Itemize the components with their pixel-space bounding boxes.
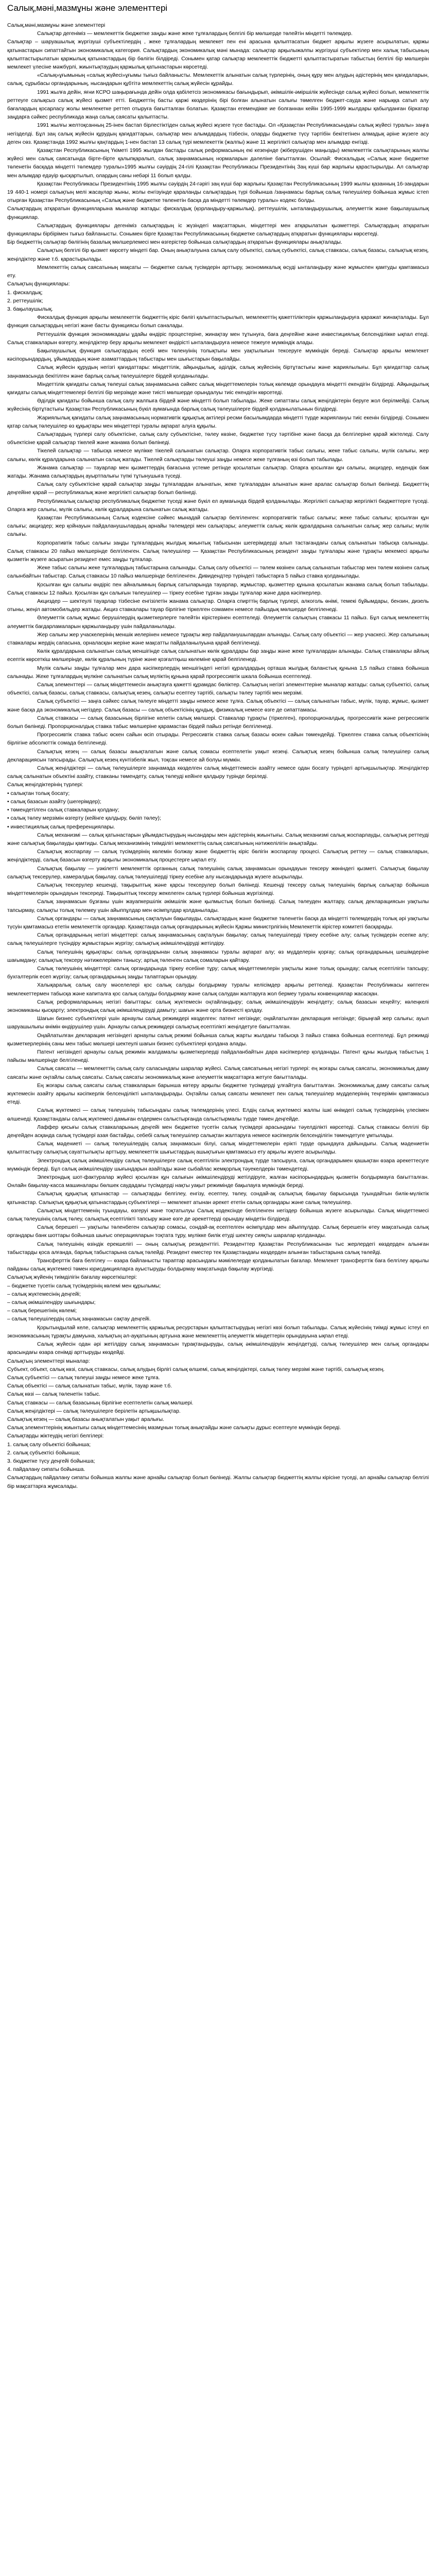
paragraph: Салық элементтері — салық міндеттемесін анықтауға қажетті құрамдас бөліктер. Салықтың негізгі элементтеріне мыналар жатады: салық субъектісі, салық объектісі, салық базасы, салық ставкасы, салықтық кезең, салықты есептеу тәртібі, салықты төлеу тәртібі мен мерзімі. (7, 682, 429, 697)
paragraph: Салықтардың атқаратын функцияларына мыналар жатады: фискалдық (қорландыру-қаржылық), реттеушілік, ынталандырушылық, әлеуметтік және бақылаушылық функциялар. (7, 206, 429, 221)
paragraph: Салықтар дегеніміз — мемлекеттік бюджетке заңды және жеке тұлғалардың белгілі бір мөлшерде төлейтін міндетті төлемдер. (37, 31, 353, 37)
paragraph: Патент негізіндегі арнаулы салық режимін жалдамалы қызметкерлерді пайдаланбайтын дара кәсіпкерлер қолданады. Патент құны жылдық табыстың 1 пайызы мөлшерінде белгіленеді. (7, 1049, 429, 1064)
paragraph: Салық механизмі — салық қатынастарын ұйымдастырудың нысандары мен әдістерінің жиынтығы. Салық механизмі салық жоспарлауды, салықтық реттеуді және салықтық бақылауды қамтиды. Салық механизмінің тиімділігі мемлекеттің салық саясатының нәтижелілігін анықтайды. (7, 832, 429, 846)
paragraph: Салық субъектісі — салық төлеуші заңды немесе жеке тұлға. (7, 1375, 160, 1381)
paragraph: Салық ставкасы — салық базасының бірлігіне есептелетін салық мөлшері. (7, 1400, 194, 1406)
paragraph: Салық,мәні,мазмұны және элементтері (7, 23, 106, 28)
paragraph: Трансферттік баға белгілеу — өзара байланысты тараптар арасындағы мәмілелерде қолданылатын бағалар. Мемлекет трансферттік баға белгілеу арқылы пайданы салық жүктемесі төмен юрисдикцияларға ауыстыруды болдырмау мақсатында бақылау жүргізеді. (7, 1258, 429, 1273)
paragraph: Салықтық тексерулер кешенді, тақырыптық және қарсы тексерулер болып бөлінеді. Кешенді тексеру салық төлеушінің барлық салықтар бойынша міндеттемелерін орындауын тексереді. Тақырыптық тексеру жекелеген салық түрлері бойынша жүргізіледі. (7, 882, 429, 897)
paragraph: Салық органдары — салық заңнамасының сақталуын бақылауды, салықтардың және бюджетке төленетін басқа да міндетті төлемдердің толық әрі уақтылы түсуін қамтамасыз ететін мемлекеттік органдар. Қазақстанда салық органдарының жүйесін Қаржы министрлігінің Мемлекеттік кірістер комитеті басқарады. (7, 916, 429, 930)
paragraph: Салықтардың функциялары дегеніміз салықтардың іс жүзіндегі мақсаттарын, міндеттері мен атқарылатын қызметтері. Салықтардың атқаратын функциялары бірбірімен тығыз байланысты. Сонымен бірге Қазақстан Республикасының бюджетке салықтардың атқаратын функциялары көрсетеді. (7, 223, 429, 238)
paragraph: Салық төлеушінің өзіндік ерекшелігі — оның салықтық резиденттігі. Резиденттер Қазақстан Республикасынан тыс жерлердегі көздерден алынған табыстарды қоса алғанда, барлық табыстарына салық төлейді. Резидент еместер тек Қазақстандағы көздерден алынған табыстарына салық төлейді. (7, 1241, 429, 1256)
paragraph: Акциздер — шектеулі тауарлар тізбесіне енгізілетін жанама салықтар. Оларға спирттің барлық түрлері, алкоголь өнімі, темекі бұйымдары, бензин, дизель отыны, жеңіл автомобильдер жатады. Акциз ставкалары тауар бірлігіне тіркелген сомамен немесе пайыздық мөлшерде белгіленеді. (7, 599, 429, 613)
list-item: 4. пайдалану сипаты бойынша. (7, 1467, 85, 1473)
paragraph: «Салық»ұғымының «салық жүйесі»ұғымы тығыз байланысты. Мемлекеттік алынатын салық түрлерінің, оның құру мен алудың әдістерінің мен қағидаларын, салық, сұрыбасы органдарының, нысандарын құбтітә мемлекеттің салық жүйесін құрайды. (7, 73, 429, 87)
paragraph: Қазақстан Республикасының Үкіметі 1995 жылдан бастады салық реформасының екі кезеңінде (жіберушіден маңызды) мемлекеттік салықтарының жалпы жүйесі мен салық саясатында бірте-бірте қалыпқаралып, салық заңнамасының нормаларын дәлеліне бағытталған. Осылай: Фискальдық «Салық және бюджетке төленетін басқада міндетті төлемдер туралы»1995 жылғы сәуірдің 24-гілі Қазақстан Республикасы Президентінің Заң күші бар жарлығы қарастырылды. Ал салықтар мен алымдар едәуір қысқартылып, олардың саны небәрі 11 болып қалды. (7, 148, 429, 179)
paragraph: Салық салу субъектісіне қарай салықтар заңды тұлғалардан алынатын, жеке тұлғалардан алынатын және аралас салықтар болып бөлінеді. Бюджеттің деңгейіне қарай — республикалық және жергілікті салықтар болып бөлінеді. (7, 482, 429, 496)
paragraph: Прогрессивтік ставка табыс өскен сайын өсіп отырады. Регрессивтік ставка салық базасы өскен сайын төмендейді. Тіркелген ставка салық объектісінің бірлігіне абсолюттік сомада белгіленеді. (7, 732, 429, 747)
paragraph: Салықтардың пайдалану сипаты бойынша жалпы және арнайы салықтар болып бөлінеді. Жалпы салықтар бюджеттің жалпы кірісіне түседі, ал арнайы салықтар белгілі бір мақсаттарға жұмсалады. (7, 1475, 429, 1489)
paragraph: Салықтар – шаруашылық жүргізуші субъектілердің , жеке тұлғалардың мемлекет пен ені арасына қалыптасатын бюджет арқылы жүзеге асырылатын, қаржы қатынастарын сипаттайтын экономикалық категория. Салықтардың экономикалық мәні мынада: салықтар арқылыжалпы жүргізуші субъектілер мен халық табысының қалыптастырылатын қаржылық қатынастардың бір бөлігін білдіреді. Сонымен қатар салықтар мемлекеттік бюджетті қалыптастыратын табыстың белгілі бір мөлшерін мемлекет үлесіне мәжбүрлі, жиынтықтаудың қаржылық қатынастарын көрсетеді. (7, 39, 429, 71)
list-item: – салық төлеушілердің салық заңнамасын сақтау деңгейі. (7, 1316, 151, 1323)
paragraph: Жанама салықтар — тауарлар мен қызметтердің бағасына үстеме ретінде қосылатын салықтар. Оларға қосылған құн салығы, акциздер, кедендік баж жатады. Жанама салықтардың ауыртпалығы түпкі тұтынушыға түседі. (7, 465, 429, 479)
paragraph: Салық төлеушінің құқықтары: салық органдарынан салық заңнамасы туралы ақпарат алу; өз мүдделерін қорғау; салық органдарының шешімдеріне шағымдану; салықтық тексеру нәтижелерімен танысу; артық төленген салық сомаларын қайтару. (7, 949, 429, 963)
paragraph: Жариялылық қағидаты салық заңнамасының нормативтік құқықтық актілері ресми басылымдарда міндетті түрде жариялануы тиіс екенін білдіреді. Сонымен қатар салық төлеушілер өз құқықтары мен міндеттері туралы ақпарат алуға құқылы. (7, 415, 429, 429)
list-item: – салық жүктемесінің деңгейі; (7, 1291, 81, 1297)
paragraph: 1991 жылғы желтоқсанның 25-інен бастап бірлестіктіден салық жүйесі жүзеге түсе бастады. Ол «Қазақстан Республикасындағы салық жүйесі туралы» заңға негізделді. Бұл заң салық жүйесін құрудың қағидаттарын, салықтар мен алымдардың тізбесін, оларды бюджетке түсу тәртібін бекітетінен алмадық әріне жүзеге асу деген сөз. Қазақстанда 1992 жылғы қаңтардың 1-нен бастап 13 салық түрі мемлекеттік (жалпы) және 11 жергілікті салықтар мен алымдар енгізді. (7, 123, 429, 145)
paragraph: Салық жүктемесі — салық төлеушінің табысындағы салық төлемдерінің үлесі. Елдің салық жүктемесі жалпы ішкі өнімдегі салық түсімдерінің үлесімен өлшенеді. Қазақстандағы салық жүктемесі дамыған елдермен салыстырғанда салыстырмалы түрде төмен деңгейде. (7, 1108, 429, 1122)
paragraph: Бір бюджеттің салықтар бөлігінің базалық мөлшерлемесі мен өзгерістер бойынша салықтардың атқаратын функциялары анықталады. (7, 240, 342, 246)
paragraph: Салық ставкасы — салық базасының бірлігіне келетін салық мөлшері. Ставкалар тұрақты (тіркелген), пропорционалдық, прогрессивтік және регрессивтік болып бөлінеді. Пропорционалдық ставка табыс мөлшеріне қарамастан бірдей пайыз ретінде белгіленеді. (7, 715, 429, 730)
list-item: – салық берешегінің көлемі; (7, 1308, 77, 1314)
paragraph: Салық заңнамасын бұзғаны үшін жауапкершілік әкімшілік және қылмыстық болып бөлінеді. Салық төлеуден жалтару, салық декларациясын уақтылы тапсырмау, салықты толық төлемеу үшін айыппұлдар мен өсімпұлдар қолданылады. (7, 899, 429, 913)
list-item: • төмендетілген салық ставкаларын қолдану; (7, 807, 119, 814)
paragraph: Субъект, объект, салық көзі, салық ставкасы, салық алудың бірлігі салық өлшемі, салық жеңілдіктері, салық төлеу мерзімі және тәртібі, салықтық кезең. (7, 1366, 385, 1372)
paragraph: Салықтық жүйенің тиімділігін бағалау көрсеткіштері: (7, 1275, 137, 1281)
paragraph: Халықаралық салық салу мәселелері қос салық салуды болдырмау туралы келісімдер арқылы реттеледі. Қазақстан Республикасы көптеген мемлекеттермен табысқа және капиталға қос салық салуды болдырмау және салық салудан жалтаруға жол бермеу туралы конвенциялар жасасқан. (7, 982, 429, 997)
paragraph: Фискалдық функция арқылы мемлекеттік бюджеттің кіріс бөлігі қалыптастырылып, мемлекеттің қажеттіліктерін қаржыландыруға қаражат жинақталады. Бұл функция салықтардың негізгі және басты функциясы болып саналады. (7, 315, 429, 329)
paragraph: Салықтық құқықтық қатынастар — салықтарды белгілеу, енгізу, есептеу, төлеу, сондай-ақ салықтық бақылау барысында туындайтын билік-мүліктік қатынастар. Салықтық құқықтық қатынастардың субъектілері — мемлекет атынан әрекет ететін салық органдары және салық төлеушілер. (7, 1191, 429, 1206)
list-item: 2. реттеушілік; (7, 298, 43, 304)
paragraph: Электрондық шот-фактуралар жүйесі қосылған құн салығын әкімшілендіруді жетілдіруге, жалған кәсіпорындардың қызметін болдырмауға бағытталған. Онлайн бақылау-касса машиналары бөлшек саудадағы түсімдерді нақты уақыт режимінде бақылауға мүмкіндік береді. (7, 1175, 429, 1189)
list-item: – салық әкімшілендіру шығындары; (7, 1300, 96, 1306)
paragraph: Бақылаушылық функция салықтардың есебі мен төленуінің толықтығы мен уақтылығын тексеруге мүмкіндік береді. Салықтар арқылы мемлекет кәсіпорындардың, ұйымдардың және азаматтардың табыстары мен шығыстарын бақылайды. (7, 348, 429, 363)
paragraph: Тікелей салықтар — табысқа немесе мүлікке тікелей салынатын салықтар. Оларға корпоративтік табыс салығы, жеке табыс салығы, мүлік салығы, жер салығы, көлік құралдарына салынатын салық жатады. Тікелей салықтарды төлеуші заңды немесе жеке тұлғаның өзі болып табылады. (7, 448, 429, 463)
paragraph: Салықтық жоспарлау — салық түсімдерінің көлемін болжау және бюджеттің кіріс бөлігін жоспарлау процесі. Салықтық реттеу — салық ставкаларын, жеңілдіктерді, салық базасын өзгерту арқылы экономикалық процестерге ықпал ету. (7, 849, 429, 863)
paragraph: Салық жеңілдіктері — салық төлеушілерге берілетін артықшылықтар. (7, 1408, 181, 1414)
paragraph: Ең жоғары салық саясаты салық ставкаларын барынша көтеру арқылы бюджетке түсімдерді ұлғайтуға бағытталған. Экономикалық даму саясаты салық жүктемесін азайту арқылы кәсіпкерлік белсенділікті ынталандырады. Оңтайлы салық саясаты мемлекет пен салық төлеушілер мүдделерінің теңгерімін қамтамасыз етеді. (7, 1082, 429, 1106)
paragraph: Қорытындылай келе, салықтар мемлекеттің қаржылық ресурстарын қалыптастырудың негізгі көзі болып табылады. Салық жүйесінің тиімді жұмыс істеуі ел экономикасының тұрақты дамуына, халықтың әл-ауқатының артуына және мемлекеттің әлеуметтік міндеттерін орындауына ықпал етеді. (7, 1325, 429, 1339)
paragraph: Республикалық салықтар республикалық бюджетке түседі және бүкіл ел аумағында бірдей қолданылады. Жергілікті салықтар жергілікті бюджеттерге түседі. Оларға жер салығы, мүлік салығы, көлік құралдарына салынатын салық жатады. (7, 498, 429, 513)
list-item: • салықтан толық босату; (7, 790, 70, 796)
paragraph: 1991 жылға дейін, яғни КСРО шаңырағында дейін олда қабілетсіз экономикасы бағындырып, әкімшілік-әміршілік жүйесінде салық жүйесі болып, мемлекеттік реттеуге салықсыз салық жүйесі қызмет етті. Бюджеттің басты қаржі көздерінің бірі болған алынатын салығы төмелген бюджет-сауда және нарыққа сатып алу бағалардың қосарласу жолы мемлекетке реттеп отыруға бағытталған болатын. Қазақстан егемендікке ие болғаннан кейін 1995-1999 жылдары қабылданған біркатар заңдарға сәйкес республикада жаңа салық саясаты қалыптасты. (7, 89, 429, 121)
paragraph: Салық жеңілдіктерінің түрлері: (7, 782, 83, 788)
list-item: 3. бюджетке түсу деңгейі бойынша; (7, 1458, 95, 1464)
paragraph: Салық берешегі — уақтылы төленбеген салықтар сомасы, сондай-ақ есептелген өсімпұлдар мен айыппұлдар. Салық берешегін өтеу мақсатында салық органдары банк шоттары бойынша шығыс операцияларын тоқтата тұру, мүлікке билік етуді шектеу сияқты шаралар қолданады. (7, 1225, 429, 1239)
paragraph: Жер салығы жер учаскелерінің меншік иелерінен немесе тұрақты жер пайдаланушылардан алынады. Салық салу объектісі — жер учаскесі. Жер салығының ставкалары жердің сапасына, орналасқан жеріне және мақсатты пайдаланылуына қарай белгіленеді. (7, 632, 429, 647)
paragraph: Салық субъектісі — заңға сәйкес салық төлеуге міндетті заңды немесе жеке тұлға. Салық объектісі — салық салынатын табыс, мүлік, тауар, жұмыс, қызмет және басқа да экономикалық негіздер. Салық базасы — салық объектісінің құндық, физикалық немесе өзге де сипаттамасы. (7, 699, 429, 713)
paragraph: Қазақстан Республикасының Салық кодексіне сәйкес мынадай салықтар белгіленген: корпоративтік табыс салығы; жеке табыс салығы; қосылған құн салығы; акциздер; жер қойнауын пайдаланушылардың арнайы төлемдері мен салықтары; әлеуметтік салық; көлік құралдарына салынатын салық; жер салығы; мүлік салығы. (7, 515, 429, 538)
paragraph: Корпоративтік табыс салығы заңды тұлғалардың жылдық жиынтық табысынан шегерімдерді алып тастағандағы салық салынатын табысқа салынады. Салық ставкасы 20 пайыз мөлшерінде белгіленген. Салық төлеушілер — Қазақстан Республикасының резидент заңды тұлғалары және тұрақты мекемесі арқылы қызметін жүзеге асыратын резидент емес заңды тұлғалар. (7, 540, 429, 563)
paragraph: Электрондық салық әкімшілендіру салық төлеушілерге салық есептілігін электрондық түрде тапсыруға, салық органдарымен қашықтан өзара әрекеттесуге мүмкіндік береді. Бұл салық әкімшілендіру шығындарын азайтады және сыбайлас жемқорлық тәуекелдерін төмендетеді. (7, 1158, 429, 1172)
paragraph: Салықтардың түрлері салу объектісіне, салық салу субъектісіне, төлеу көзіне, бюджетке түсу тәртібіне және басқа да белгілеріне қарай жіктеледі. Салу объектісіне қарай салықтар тікелей және жанама болып бөлінеді. (7, 431, 429, 446)
paragraph: Салық жүйесін құрудың негізгі қағидаттары: міндеттілік, айқындылық, әділдік, салық жүйесінің біртұтастығы және жариялылығы. Бұл қағидаттар салық заңнамасында бекітілген және барлық салық төлеушілерге бірдей қолданылады. (7, 365, 429, 379)
paragraph: Міндеттілік қағидаты салық төлеуші салық заңнамасына сәйкес салық міндеттемелерін толық көлемде орындауға міндетті екендігін білдіреді. Айқындылық қағидаты салық міндеттемелері белгілі бір мерзімде және тиісті мөлшерде орындалуы тиіс екендігін көрсетеді. (7, 381, 429, 396)
list-item: • салық базасын азайту (шегерімдер); (7, 799, 101, 805)
list-item: • салық төлеу мерзімін өзгерту (кейінге қалдыру, бөліп төлеу); (7, 816, 161, 822)
paragraph: Қосылған құн салығы өндіріс пен айналымның барлық сатыларында тауарлар, жұмыстар, қызметтер құнына қосылатын жанама салық болып табылады. Салық ставкасы 12 пайыз. Қосылған құн салығын төлеушілер — тіркеу есебіне тұрған заңды тұлғалар және дара кәсіпкерлер. (7, 582, 429, 596)
paragraph: Жеке табыс салығы жеке тұлғалардың табыстарына салынады. Салық салу объектісі — төлем көзінен салық салынатын табыстар мен төлем көзінен салық салынбайтын табыстар. Салық ставкасы 10 пайыз мөлшерінде белгіленген. Дивидендтер түріндегі табыстарға 5 пайыз ставка қолданылады. (7, 565, 429, 580)
paragraph: Салықтарды жіктеудің негізгі белгілері: (7, 1433, 104, 1439)
paragraph: Салық органдарының негізгі міндеттері: салық заңнамасының сақталуын бақылау; салық төлеушілерді тіркеу есебіне алу; салық түсімдерін есепке алу; салық төлеушілерге түсіндіру жұмыстарын жүргізу; салықтық әкімшілендіруді жетілдіру. (7, 933, 429, 947)
list-item: 1. фискалдық; (7, 290, 43, 296)
paragraph: Салық элементтерінің жиынтығы салық міндеттемесінің мазмұнын толық анықтайды және салықты дұрыс есептеуге мүмкіндік береді. (7, 1425, 341, 1431)
paragraph: Шағын бизнес субъектілері үшін арнаулы салық режимдері көзделген: патент негізінде; оңайлатылған декларация негізінде; бірыңғай жер салығы; ауыл шаруашылығы өнімін өндірушілер үшін. Арнаулы салық режимдері салықтық есептілікті жеңілдетуге бағытталған. (7, 1016, 429, 1030)
paragraph: Оңайлатылған декларация негізіндегі арнаулы салық режимі бойынша салық жарты жылдағы табысқа 3 пайыз ставка бойынша есептеледі. Бұл режимді қызметкерлерінің саны мен табыс мөлшері шектеулі шағын бизнес субъектілері қолдана алады. (7, 1032, 429, 1047)
paragraph: Мемлекеттің салық саясатының мақсаты — бюджетке салық түсімдерін арттыру, экономикалық өсуді ынталандыру және жұмыспен қамтуды қамтамасыз ету. (7, 264, 429, 279)
paragraph: Салық жүйесін одан әрі жетілдіру салық заңнамасын тұрақтандыруды, салық әкімшілендіруін жеңілдетуді, салық төлеушілер мен салық органдары арасындағы өзара сенімді арттыруды көздейді. (7, 1342, 429, 1356)
list-item: 1. салық салу объектісі бойынша; (7, 1442, 91, 1448)
list-item: 3. бақылаушылық. (7, 306, 53, 312)
paragraph: Салықтың функциялары: (7, 281, 70, 287)
paragraph: Қазақстан Республикасы Президентінің 1995 жылғы сәуірдің 24-гәрігі заң күші бар жарлығы Қазақстан Республикасының 1999 жылғы қазанның 16-зандарын 19 440-1 номері салықтың мелі жасаулар жыны, жолы енгізуінде қараланды салықтардың түрі бойынша /заңнамасы барлық салық төлеушілер бойынша жұмыс істеп отырған Қазақстан Республикасының «Салық және бюджетке төленетін басқа да міндетті төлемдер туралы» кодекс болды. (7, 181, 429, 204)
paragraph: Салық көзі — салық төленетін табыс. (7, 1392, 101, 1398)
paragraph: Салықтық міндеттеменің туындауы, өзгеруі және тоқтатылуы Салық кодексінде белгіленген негіздер бойынша жүзеге асырылады. Салық міндеттемесі салық төлеушінің салық төлеу, салықтық есептілікті тапсыру және өзге де әрекеттерді орындау міндетін білдіреді. (7, 1208, 429, 1223)
paragraph: Салықтық кезең — салық базасы анықталатын уақыт аралығы. (7, 1416, 165, 1422)
paragraph: Салық объектісі — салық салынатын табыс, мүлік, тауар және т.б. (7, 1383, 172, 1389)
page-title: Салық,мәні,мазмұны және элементтері (7, 3, 168, 13)
paragraph: Әлеуметтік салық жұмыс берушілердің қызметкерлерге төлейтін кірістерінен есептеледі. Әлеуметтік салықтың ставкасы 11 пайыз. Бұл салық мемлекеттің әлеуметтік бағдарламаларын қаржыландыру үшін пайдаланылады. (7, 615, 429, 630)
paragraph: Салықтың элементтері мыналар: (7, 1358, 90, 1364)
paragraph: Салықтық бақылау — уәкілетті мемлекеттік органның салық төлеушінің салық заңнамасын орындауын тексеру жөніндегі қызметі. Салықтық бақылау салықтық тексерулер, камералдық бақылау, салық төлеушілерді тіркеу есебіне алу нысандарында жүзеге асырылады. (7, 866, 429, 880)
paragraph: Салық мәдениеті — салық төлеушілердің салық заңнамасын білуі, салық міндеттемелерін ерікті түрде орындауға дайындығы. Салық мәдениетін қалыптастыру салықтық сауаттылықты арттыру, мемлекеттік шығыстардың ашықтығын қамтамасыз ету арқылы жүзеге асырылады. (7, 1141, 429, 1156)
paragraph: Салық төлеушінің міндеттері: салық органдарында тіркеу есебіне тұру; салық міндеттемелерін уақтылы және толық орындау; салық есептілігін тапсыру; бухгалтерлік есеп жүргізу; салық органдарының заңды талаптарын орындау. (7, 965, 429, 980)
paragraph: Лаффер қисығы салық ставкаларының деңгейі мен бюджетке түсетін салық түсімдері арасындағы тәуелділікті көрсетеді. Салық ставкасы белгілі бір деңгейден асқанда салық түсімдері азая бастайды, себебі салық төлеушілер салықтан жалтаруға немесе кәсіпкерлік белсенділігін төмендетуге ұмтылады. (7, 1124, 429, 1139)
paragraph: Салық жеңілдіктері — салық төлеушілерге заңнамада көзделген салық міндеттемесін азайту немесе одан босату түріндегі артықшылықтар. Жеңілдіктер салық салынатын объектіні азайту, ставканы төмендету, салық төлеуді кейінге қалдыру түрінде беріледі. (7, 766, 429, 780)
paragraph: Мүлік салығы заңды тұлғалар мен дара кәсіпкерлердің меншігіндегі негізгі құралдардың орташа жылдық баланстық құнына 1,5 пайыз ставка бойынша салынады. Жеке тұлғалардың мүлкіне салынатын салық мүліктің құнына қарай прогрессивтік шкала бойынша есептеледі. (7, 665, 429, 680)
paragraph: Салық саясаты — мемлекеттің салық салу саласындағы шаралар жүйесі. Салық саясатының негізгі түрлері: ең жоғары салық саясаты, экономикалық даму саясаты және оңтайлы салық саясаты. Салық саясаты экономикалық және әлеуметтік мақсаттарға жетуге бағытталады. (7, 1066, 429, 1080)
list-item: – бюджетке түсетін салық түсімдерінің көлемі мен құрылымы; (7, 1283, 161, 1289)
paragraph: Салық реформаларының негізгі бағыттары: салық жүктемесін оңтайландыру; салық әкімшілендіруін жеңілдету; салық базасын кеңейту; көлеңкелі экономиканы қысқарту; электрондық салық әкімшілендіруді дамыту; шағын және орта бизнесті қолдау. (7, 999, 429, 1013)
list-item: • инвестициялық салық преференциялары. (7, 824, 115, 830)
paragraph: Әділдік қағидаты бойынша салық салу жалпыға бірдей және міндетті болып табылады. Жеке сипаттағы салық жеңілдіктерін беруге жол берілмейді. Салық жүйесінің біртұтастығы Қазақстан Республикасының бүкіл аумағында барлық салық төлеушілерге бірдей қолданылатынын білдіреді. (7, 398, 429, 413)
paragraph: Көлік құралдарына салынатын салық меншігінде салық салынатын көлік құралдары бар заңды және жеке тұлғалардан алынады. Салық ставкалары айлық есептік көрсеткіш мөлшерінде, көлік құралының түріне және қозғалтқыш көлеміне қарай белгіленеді. (7, 649, 429, 663)
paragraph: Реттеушілік функция экономикадағы ұдайы өндіріс процестеріне, жинақтау мен тұтынуға, баға деңгейіне және инвестициялық белсенділікке ықпал етеді. Салық ставкаларын өзгерту, жеңілдіктер беру арқылы мемлекет өндірісті ынталандыруға немесе тежеуге мүмкіндік алады. (7, 331, 429, 346)
document-body (7, 22, 429, 1491)
paragraph: Салықтың белгілі бір қызмет көрсету міндеті бар. Оның анықталуына салық салу объектісі, салық субъектісі, салық ставкасы, салық базасы, салықтық кезең, жеңілдіктер және т.б. қарастырылады. (7, 248, 429, 262)
list-item: 2. салық субъектісі бойынша; (7, 1450, 80, 1456)
paragraph: Салықтық кезең — салық базасы анықталатын және салық сомасы есептелетін уақыт кезеңі. Салықтық кезең бойынша салық төлеушілер салық декларациясын тапсырады. Салықтық кезең күнтізбелік жыл, тоқсан немесе ай болуы мүмкін. (7, 749, 429, 763)
